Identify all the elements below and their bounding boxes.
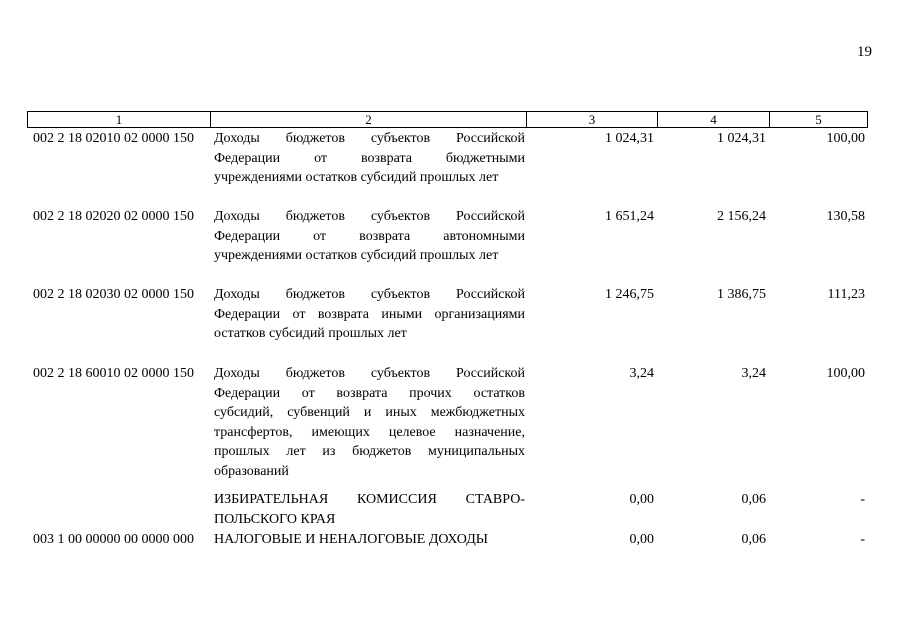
value-col-3: 1 246,75	[605, 287, 654, 302]
value-col-4: 0,06	[741, 532, 766, 547]
table-header	[27, 111, 868, 128]
description-line: ИЗБИРАТЕЛЬНАЯ КОМИССИЯ СТАВРО-	[214, 492, 525, 507]
value-col-5: -	[860, 492, 865, 507]
value-col-3: 0,00	[629, 492, 654, 507]
description-line: Федерации от возврата иными организациями	[214, 306, 525, 322]
description-line: остатков субсидий прошлых лет	[214, 326, 407, 341]
row-description	[214, 129, 525, 188]
description-line: Федерации от возврата прочих остатков	[214, 385, 525, 401]
budget-code: 003 1 00 00000 00 0000 000	[33, 532, 194, 547]
description-line: Доходы бюджетов субъектов Российской	[214, 209, 525, 224]
description-line: Федерации от возврата бюджетными	[214, 150, 525, 166]
description-line: учреждениями остатков субсидий прошлых лет	[214, 170, 499, 185]
row-description	[214, 207, 525, 266]
header-col-3: 3	[527, 112, 658, 127]
description-line: НАЛОГОВЫЕ И НЕНАЛОГОВЫЕ ДОХОДЫ	[214, 532, 488, 547]
value-col-4: 2 156,24	[717, 209, 766, 224]
budget-code: 002 2 18 02020 02 0000 150	[33, 209, 194, 224]
value-col-5: 130,58	[826, 209, 865, 224]
value-col-4: 0,06	[741, 492, 766, 507]
description-line: ПОЛЬСКОГО КРАЯ	[214, 511, 336, 527]
value-col-4: 1 024,31	[717, 131, 766, 146]
value-col-4: 3,24	[741, 366, 766, 381]
budget-code: 002 2 18 02030 02 0000 150	[33, 287, 194, 302]
description-line: образований	[214, 463, 289, 479]
description-line: Доходы бюджетов субъектов Российской	[214, 131, 525, 146]
value-col-3: 0,00	[629, 532, 654, 547]
value-col-3: 1 651,24	[605, 209, 654, 224]
row-description	[214, 530, 525, 550]
description-line: учреждениями остатков субсидий прошлых лет	[214, 248, 499, 263]
description-line: Доходы бюджетов субъектов Российской	[214, 366, 525, 381]
budget-code: 002 2 18 02010 02 0000 150	[33, 131, 194, 146]
row-description	[214, 490, 525, 529]
row-description	[214, 364, 525, 481]
header-col-2: 2	[211, 112, 527, 127]
value-col-3: 1 024,31	[605, 131, 654, 146]
budget-code: 002 2 18 60010 02 0000 150	[33, 366, 194, 381]
header-col-5: 5	[815, 112, 822, 127]
row-description	[214, 285, 525, 344]
description-line: прошлых лет из бюджетов муниципальных	[214, 444, 525, 459]
description-line: трансфертов, имеющих целевое назначение,	[214, 424, 525, 440]
value-col-3: 3,24	[629, 366, 654, 381]
header-col-4: 4	[658, 112, 770, 127]
description-line: Федерации от возврата автономными	[214, 228, 525, 244]
page-number: 19	[857, 44, 872, 60]
value-col-5: -	[860, 532, 865, 547]
header-col-1: 1	[28, 112, 211, 127]
value-col-5: 111,23	[827, 287, 865, 302]
value-col-4: 1 386,75	[717, 287, 766, 302]
description-line: субсидий, субвенций и иных межбюджетных	[214, 405, 525, 420]
value-col-5: 100,00	[826, 131, 865, 146]
description-line: Доходы бюджетов субъектов Российской	[214, 287, 525, 302]
value-col-5: 100,00	[826, 366, 865, 381]
